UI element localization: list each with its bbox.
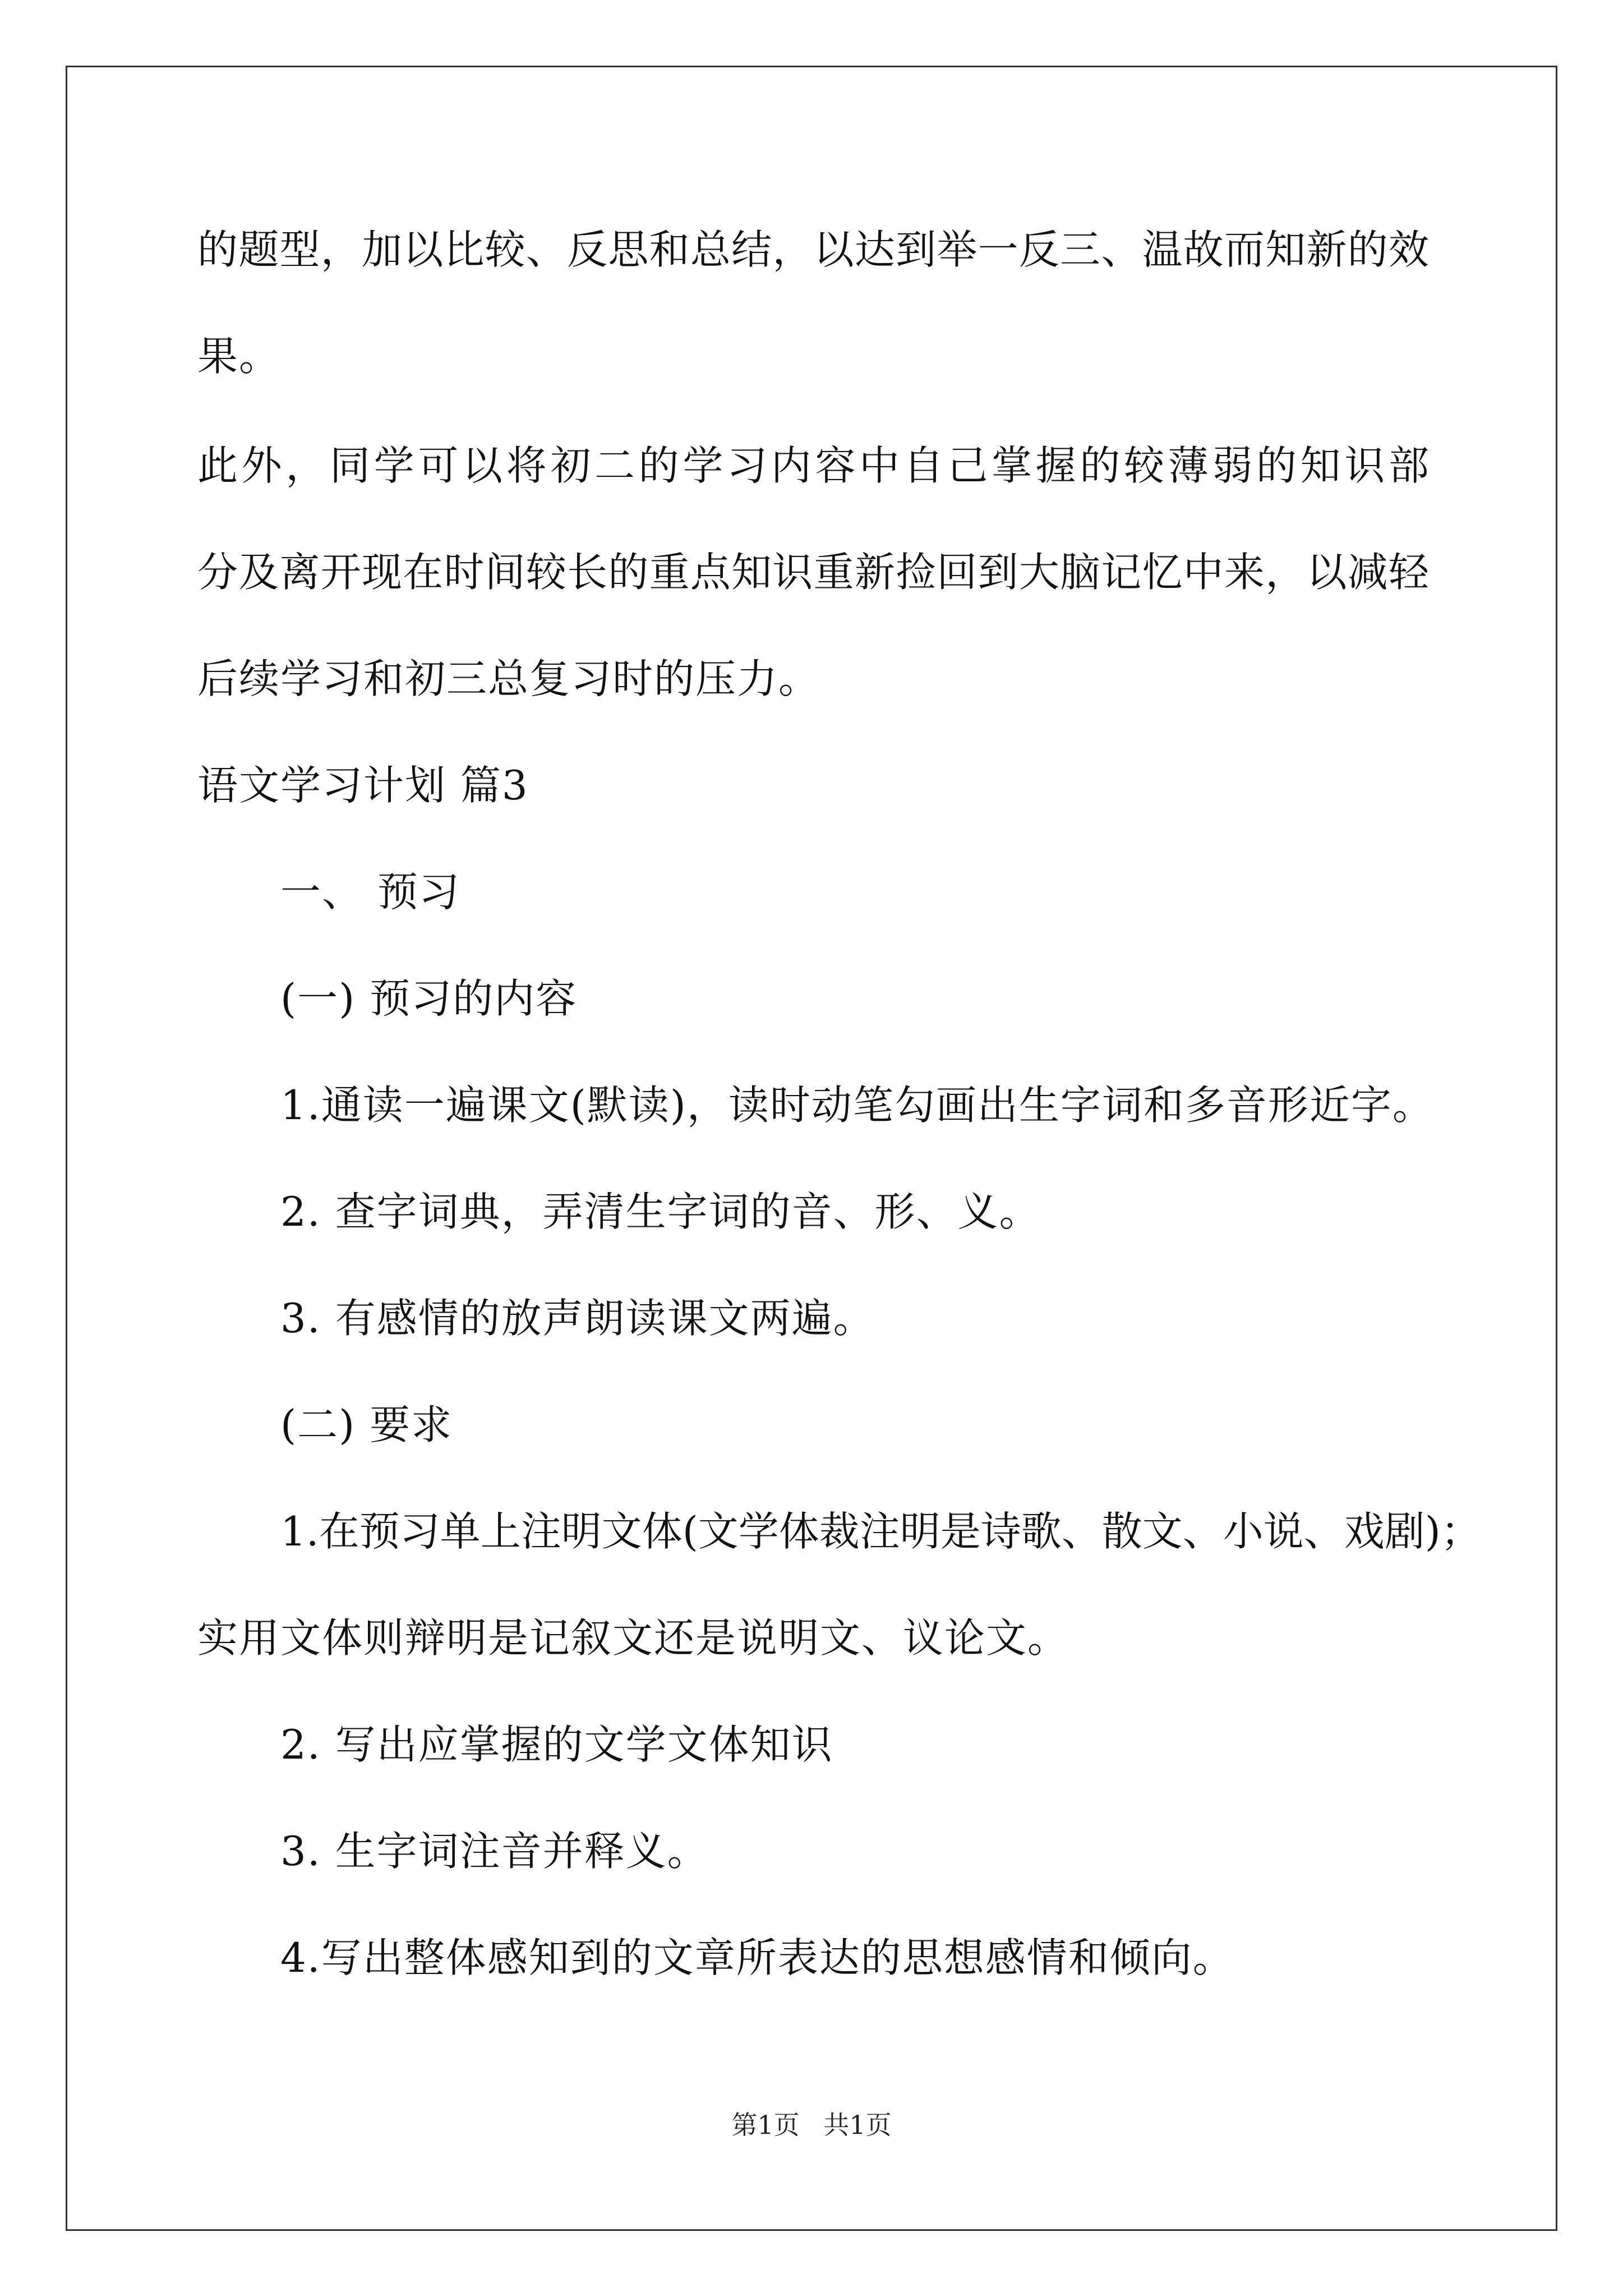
paragraph-line: 的题型，加以比较、反思和总结，以达到举一反三、温故而知新的效 xyxy=(197,226,1429,273)
list-item-continuation: 实用文体则辩明是记叙文还是说明文、议论文。 xyxy=(197,1614,1069,1662)
page-footer xyxy=(0,2109,1623,2141)
list-item: 3. 有感情的放声朗读课文两遍。 xyxy=(280,1295,875,1342)
subheading: 一、 预习 xyxy=(280,868,460,915)
subheading: (二) 要求 xyxy=(280,1401,453,1448)
list-item: 1.通读一遍课文(默读)，读时动笔勾画出生字词和多音形近字。 xyxy=(280,1082,1434,1129)
list-item: 2. 写出应掌握的文学文体知识 xyxy=(280,1721,833,1768)
paragraph-line: 后续学习和初三总复习时的压力。 xyxy=(197,655,820,702)
list-item: 2. 查字词典，弄清生字词的音、形、义。 xyxy=(280,1188,1041,1235)
list-item: 4.写出整体感知到的文章所表达的思想感情和倾向。 xyxy=(280,1934,1234,1981)
subheading: (一) 预习的内容 xyxy=(280,975,578,1022)
list-item: 1.在预习单上注明文体(文学体裁注明是诗歌、散文、小说、戏剧)； xyxy=(280,1508,1481,1555)
list-item: 3. 生字词注音并释义。 xyxy=(280,1828,709,1875)
paragraph-line: 此外，同学可以将初二的学习内容中自己掌握的较薄弱的知识部 xyxy=(197,442,1429,489)
page-total: 共1页 xyxy=(823,2110,892,2140)
page-border xyxy=(66,66,1557,2231)
section-heading: 语文学习计划 篇3 xyxy=(197,762,529,809)
page-number: 第1页 xyxy=(731,2110,800,2140)
paragraph-line: 分及离开现在时间较长的重点知识重新捡回到大脑记忆中来，以减轻 xyxy=(197,549,1429,596)
paragraph-line: 果。 xyxy=(197,333,281,380)
